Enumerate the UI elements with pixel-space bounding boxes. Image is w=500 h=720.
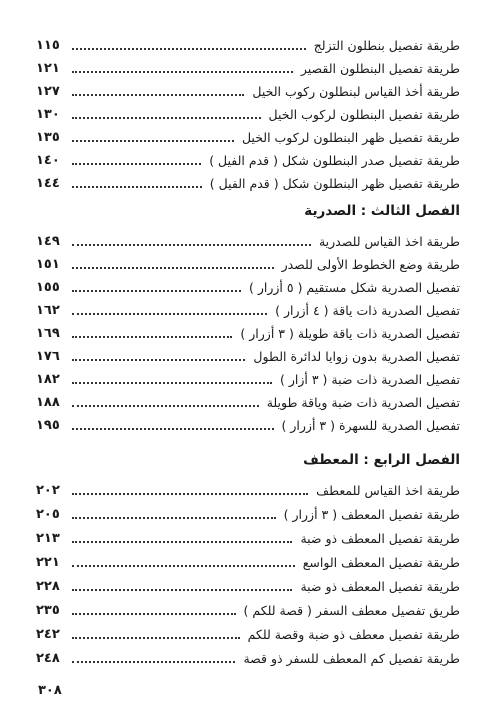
- toc-page-number: ١٥١: [36, 256, 60, 272]
- toc-entry-title: تفصيل الصدرية ذات ياقة طويلة ( ٣ أزرار ): [240, 325, 460, 341]
- toc-leader-dots: [72, 428, 274, 430]
- toc-entry-title: طريقة تفصيل البنطلون القصير: [300, 60, 460, 76]
- toc-entry-title: طريقة تفصيل المعطف ( ٣ أزرار ): [283, 506, 460, 522]
- toc-entry: [36, 34, 460, 56]
- toc-entry-title: طريقة تفصيل معطف ذو ضبة وقصة للكم: [247, 626, 460, 642]
- toc-entry-title: طريقة تفصيل بنطلون التزلج: [313, 37, 460, 53]
- toc-page-number: ٢٠٥: [36, 506, 60, 522]
- toc-entry: [36, 623, 460, 645]
- toc-entry: [36, 80, 460, 102]
- toc-entry: [36, 479, 460, 501]
- toc-entry-title: تفصيل الصدرية ذات ضبة ( ٣ أزار ): [280, 371, 460, 387]
- toc-entry-title: تفصيل الصدرية ذات ياقة ( ٤ أزرار ): [275, 302, 460, 318]
- toc-page-number: ١١٥: [36, 37, 60, 53]
- toc-leader-dots: [72, 359, 246, 361]
- toc-entry: [36, 551, 460, 573]
- toc-entry-title: طريقة تفصيل المعطف الواسع: [302, 554, 460, 570]
- toc-leader-dots: [72, 405, 259, 407]
- toc-entry: [36, 57, 460, 79]
- toc-entry: [36, 503, 460, 525]
- toc-entry-title: تفصيل الصدرية شكل مستقيم ( ٥ أزرار ): [248, 279, 460, 295]
- toc-entry: [36, 230, 460, 252]
- toc-page-number: ١٦٩: [36, 325, 60, 341]
- toc-entry: [36, 172, 460, 194]
- toc-entry: [36, 414, 460, 436]
- toc-page-number: ٢٢٨: [36, 578, 60, 594]
- toc-page-number: ١٥٥: [36, 279, 60, 295]
- toc-entry-title: طريقة تفصيل كم المعطف للسفر ذو قصة: [243, 650, 460, 666]
- toc-entry: [36, 391, 460, 413]
- toc-entry: [36, 647, 460, 669]
- toc-page-number: ١٨٢: [36, 371, 60, 387]
- toc-entry: [36, 345, 460, 367]
- toc-page-number: ٢٤٨: [36, 650, 60, 666]
- toc-leader-dots: [72, 186, 202, 188]
- toc-leader-dots: [72, 163, 201, 165]
- toc-entry-title: طريقة تفصيل صدر البنطلون شكل ( قدم الفيل ): [209, 152, 460, 168]
- toc-entry: [36, 253, 460, 275]
- toc-leader-dots: [72, 382, 272, 384]
- chapter-heading: الفصل الثالث : الصدرية: [304, 203, 460, 219]
- toc-entry: [36, 575, 460, 597]
- toc-leader-dots: [72, 140, 234, 142]
- toc-leader-dots: [72, 541, 293, 543]
- toc-leader-dots: [72, 661, 236, 663]
- toc-page-number: ٢٣٥: [36, 602, 60, 618]
- toc-entry-title: طريقة اخذ القياس للمعطف: [316, 482, 460, 498]
- toc-page-number: ١٢١: [36, 60, 60, 76]
- toc-entry-title: تفصيل الصدرية ذات ضبة وياقة طويلة: [266, 394, 460, 410]
- toc-entry: [36, 276, 460, 298]
- toc-leader-dots: [72, 267, 274, 269]
- toc-leader-dots: [72, 493, 308, 495]
- toc-page-number: ١٩٥: [36, 417, 60, 433]
- toc-leader-dots: [72, 290, 241, 292]
- toc-entry-title: طريقة اخذ القياس للصدرية: [318, 233, 460, 249]
- toc-page-number: ٢١٣: [36, 530, 60, 546]
- toc-entry: [36, 103, 460, 125]
- toc-leader-dots: [72, 336, 233, 338]
- toc-entry: [36, 527, 460, 549]
- toc-entry-title: طريق تفصيل معطف السفر ( قصة للكم ): [243, 602, 460, 618]
- toc-leader-dots: [72, 637, 240, 639]
- toc-page-number: ١٤٠: [36, 152, 60, 168]
- toc-entry-title: طريقة تفصيل المعطف ذو ضبة: [300, 530, 460, 546]
- toc-page-number: ١٦٢: [36, 302, 60, 318]
- toc-leader-dots: [72, 313, 267, 315]
- toc-page-number: ١٤٤: [36, 175, 60, 191]
- chapter-heading: الفصل الرابع : المعطف: [303, 452, 460, 468]
- toc-entry-title: طريقة تفصيل ظهر البنطلون لركوب الخيل: [241, 129, 460, 145]
- toc-leader-dots: [72, 589, 293, 591]
- toc-leader-dots: [72, 71, 293, 73]
- toc-page-number: ١٣٠: [36, 106, 60, 122]
- toc-page-number: ١٢٧: [36, 83, 60, 99]
- toc-leader-dots: [72, 613, 236, 615]
- toc-page-number: ١٨٨: [36, 394, 60, 410]
- toc-entry-title: طريقة تفصيل ظهر البنطلون شكل ( قدم الفيل ): [209, 175, 460, 191]
- toc-page-number: ١٣٥: [36, 129, 60, 145]
- toc-page-number: ٢٠٢: [36, 482, 60, 498]
- toc-entry: [36, 299, 460, 321]
- toc-page-number: ٢٤٢: [36, 626, 60, 642]
- toc-entry-title: طريقة وضع الخطوط الأولى للصدر: [281, 256, 460, 272]
- toc-entry: [36, 322, 460, 344]
- toc-entry: [36, 126, 460, 148]
- toc-leader-dots: [72, 48, 306, 50]
- toc-entry-title: طريقة تفصيل البنطلون لركوب الخيل: [268, 106, 460, 122]
- toc-leader-dots: [72, 565, 295, 567]
- toc-entry: [36, 149, 460, 171]
- toc-page-number: ١٧٦: [36, 348, 60, 364]
- toc-entry-title: طريقة أخذ القياس لبنطلون ركوب الخيل: [252, 83, 460, 99]
- toc-page-number: ١٤٩: [36, 233, 60, 249]
- page-number: ٣٠٨: [38, 683, 62, 698]
- toc-entry: [36, 368, 460, 390]
- toc-leader-dots: [72, 244, 311, 246]
- toc-page-number: ٢٢١: [36, 554, 60, 570]
- toc-leader-dots: [72, 94, 245, 96]
- toc-entry-title: طريقة تفصيل المعطف ذو ضبة: [300, 578, 460, 594]
- toc-leader-dots: [72, 517, 276, 519]
- toc-entry: [36, 599, 460, 621]
- toc-entry-title: تفصيل الصدرية للسهرة ( ٣ أزرار ): [281, 417, 460, 433]
- toc-entry-title: تفصيل الصدرية بدون زوايا لدائرة الطول: [253, 348, 460, 364]
- toc-leader-dots: [72, 117, 261, 119]
